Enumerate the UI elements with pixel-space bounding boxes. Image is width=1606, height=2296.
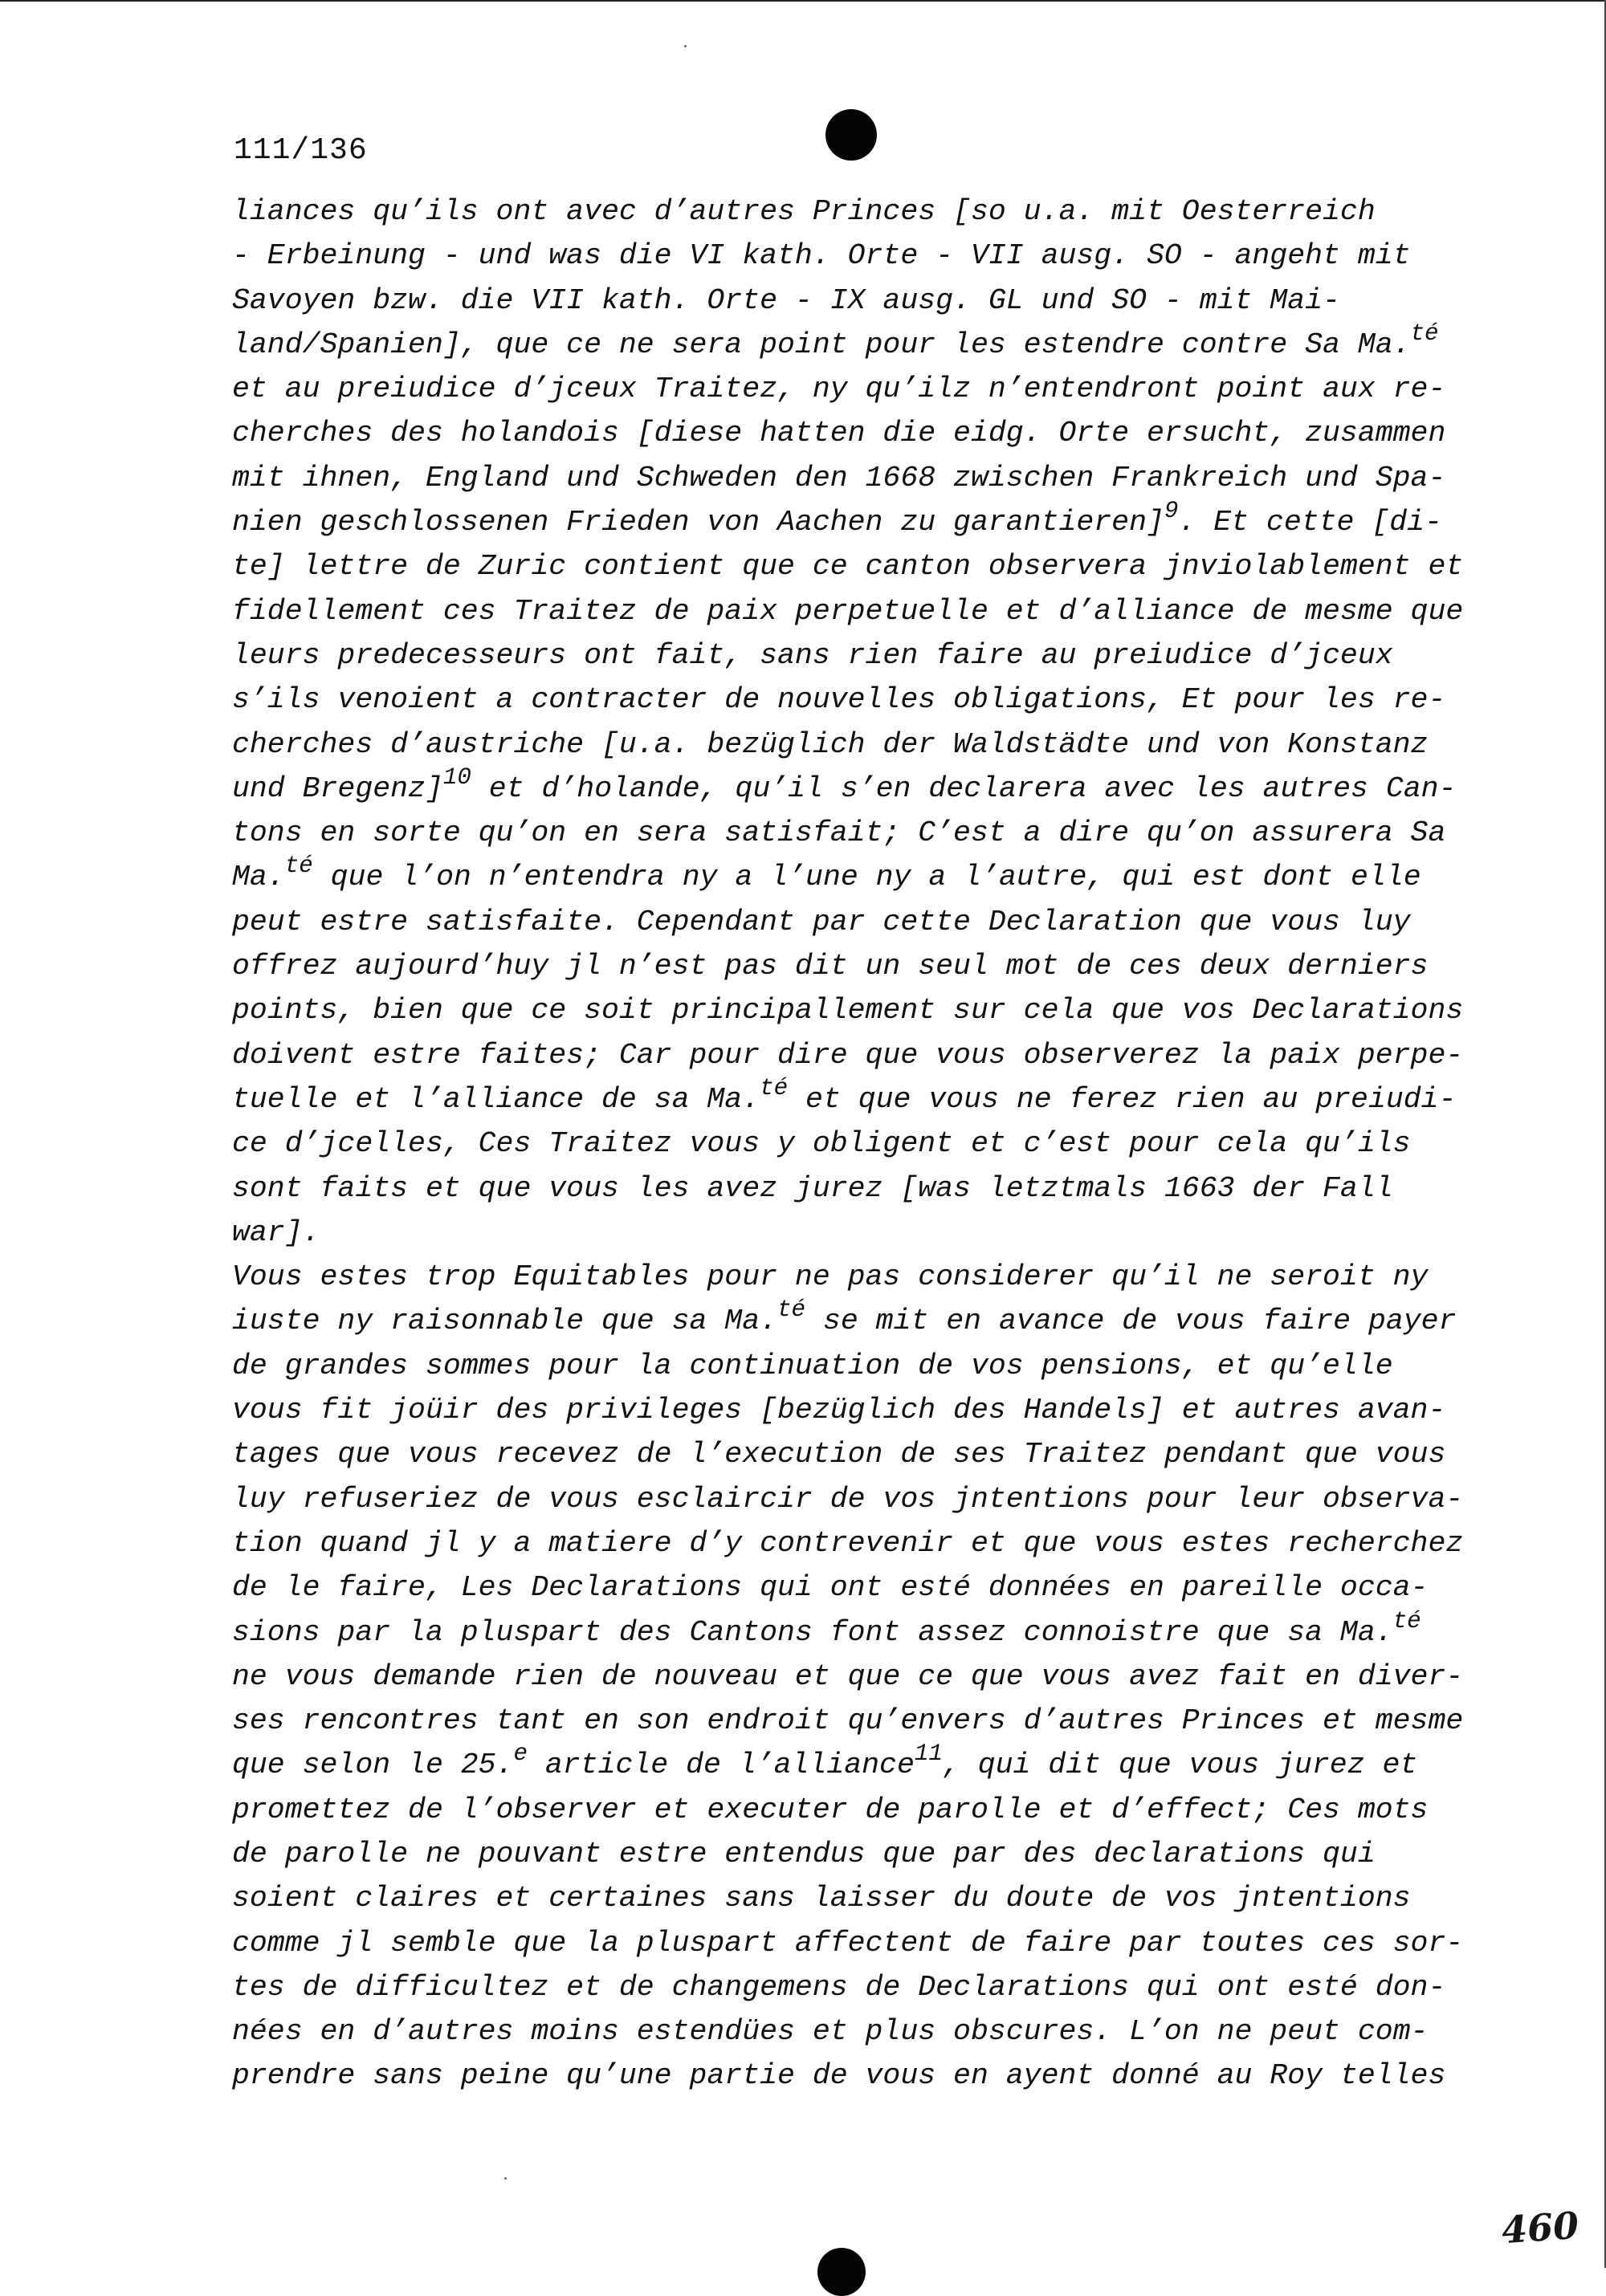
text-run: et au preiudice d’jceux Traitez, ny qu’ilz n’entendront point aux re- [232, 372, 1446, 406]
text-run: nien geschlossenen Frieden von Aachen zu garantieren] [232, 506, 1164, 539]
text-run: vous fit joüir des privileges [bezüglich des Handels] et autres avan- [232, 1394, 1446, 1427]
text-line [232, 367, 1477, 411]
punch-hole-icon [825, 109, 877, 161]
text-run: leurs predecesseurs ont fait, sans rien faire au preiudice d’jceux [232, 638, 1393, 672]
text-run: points, bien que ce soit principallement sur cela que vos Declarations [232, 994, 1464, 1028]
text-line [232, 1788, 1477, 1832]
text-run: de le faire, Les Declarations qui ont esté données en pareille occa- [232, 1571, 1429, 1605]
superscript: 10 [442, 763, 471, 791]
text-line [232, 1965, 1477, 2009]
text-run: promettez de l’observer et executer de parolle et d’effect; Ces mots [232, 1793, 1429, 1826]
text-run: und Bregenz] [232, 771, 443, 805]
text-line [232, 589, 1477, 633]
text-run: se mit en avance de vous faire payer [805, 1305, 1457, 1338]
text-run: iuste ny raisonnable que sa Ma. [232, 1305, 778, 1338]
text-line [232, 763, 1477, 811]
text-line [232, 1921, 1477, 1965]
text-run: , qui dit que vous jurez et [942, 1748, 1418, 1782]
text-run: comme jl semble que la pluspart affectent de faire par toutes ces sor- [232, 1926, 1464, 1960]
text-line [232, 855, 1477, 899]
text-run: tuelle et l’alliance de sa Ma. [232, 1082, 760, 1116]
text-line [232, 1655, 1477, 1699]
superscript: 9 [1164, 498, 1179, 525]
text-run: article de l’alliance [527, 1748, 915, 1782]
text-line [232, 1876, 1477, 1920]
text-run: Savoyen bzw. die VII kath. Orte - IX ausg. GL und SO - mit Mai- [232, 283, 1340, 317]
text-run: fidellement ces Traitez de paix perpetuelle et d’alliance de mesme que [232, 594, 1464, 628]
text-line [232, 1255, 1477, 1299]
text-line [232, 811, 1477, 855]
text-line [232, 1477, 1477, 1521]
scan-speck [504, 2177, 507, 2180]
text-run: - Erbeinung - und was die VI kath. Orte - VII ausg. SO - angeht mit [232, 239, 1411, 273]
text-line [232, 2009, 1477, 2054]
text-run: sont faits et que vous les avez jurez [was letztmals 1663 der Fall [232, 1171, 1393, 1205]
page-number: 111/136 [234, 133, 368, 168]
text-line [232, 1074, 1477, 1122]
text-line [232, 1699, 1477, 1743]
text-run: nées en d’autres moins estendües et plus obscures. L’on ne peut com- [232, 2015, 1429, 2049]
text-run: land/Spanien], que ce ne sera point pour les estendre contre Sa Ma. [232, 328, 1411, 361]
text-run: s’ils venoient a contracter de nouvelles obligations, Et pour les re- [232, 683, 1446, 717]
text-line [232, 1832, 1477, 1876]
text-line [232, 234, 1477, 278]
text-line [232, 2054, 1477, 2098]
text-line [232, 1521, 1477, 1565]
text-line [232, 1166, 1477, 1211]
text-line [232, 189, 1477, 234]
text-line [232, 411, 1477, 455]
text-run: ne vous demande rien de nouveau et que ce que vous avez fait en diver- [232, 1659, 1464, 1693]
superscript: té [760, 1074, 789, 1101]
superscript: té [284, 853, 313, 880]
text-run: cherches des holandois [diese hatten die eidg. Orte ersucht, zusammen [232, 417, 1446, 450]
handwritten-page-number: 460 [1500, 2203, 1580, 2253]
text-line [232, 900, 1477, 944]
text-line [232, 633, 1477, 678]
text-run: et d’holande, qu’il s’en declarera avec les autres Can- [471, 771, 1457, 805]
text-line [232, 1299, 1477, 1343]
text-line [232, 1211, 1477, 1255]
text-line [232, 1033, 1477, 1077]
superscript: 11 [914, 1740, 943, 1768]
text-run: liances qu’ils ont avec d’autres Princes [so u.a. mit Oesterreich [232, 195, 1376, 228]
text-run: Ma. [232, 861, 285, 894]
text-run: tion quand jl y a matiere d’y contrevenir et que vous estes recherchez [232, 1526, 1464, 1560]
body-text [232, 189, 1477, 2099]
text-run: que l’on n’entendra ny a l’une ny a l’autre, qui est dont elle [312, 861, 1421, 894]
punch-hole-icon [817, 2248, 866, 2296]
text-line [232, 320, 1477, 367]
text-line [232, 1388, 1477, 1432]
text-run: tages que vous recevez de l’execution de ses Traitez pendant que vous [232, 1438, 1446, 1472]
text-run: que selon le 25. [232, 1748, 514, 1782]
text-line [232, 456, 1477, 500]
text-line [232, 544, 1477, 588]
text-run: peut estre satisfaite. Cependant par cette Declaration que vous luy [232, 905, 1411, 938]
text-line [232, 944, 1477, 988]
text-run: luy refuseriez de vous esclaircir de vos jntentions pour leur observa- [232, 1482, 1464, 1516]
text-run: . Et cette [di- [1178, 506, 1442, 539]
text-line [232, 1607, 1477, 1655]
text-line [232, 723, 1477, 767]
text-line [232, 1740, 1477, 1787]
text-run: de parolle ne pouvant estre entendus que par des declarations qui [232, 1837, 1376, 1871]
text-run: ce d’jcelles, Ces Traitez vous y obligent et c’est pour cela qu’ils [232, 1127, 1411, 1161]
text-run: de grandes sommes pour la continuation de vos pensions, et qu’elle [232, 1349, 1393, 1382]
text-line [232, 1565, 1477, 1610]
text-run: ses rencontres tant en son endroit qu’envers d’autres Princes et mesme [232, 1704, 1464, 1738]
text-run: tes de difficultez et de changemens de Declarations qui ont esté don- [232, 1970, 1446, 2004]
text-run: offrez aujourd’huy jl n’est pas dit un seul mot de ces deux derniers [232, 950, 1429, 983]
text-run: soient claires et certaines sans laisser du doute de vos jntentions [232, 1882, 1411, 1915]
text-run: doivent estre faites; Car pour dire que vous observerez la paix perpe- [232, 1038, 1464, 1072]
text-line [232, 1344, 1477, 1388]
text-line [232, 500, 1477, 544]
text-line [232, 1122, 1477, 1166]
text-run: et que vous ne ferez rien au preiudi- [788, 1082, 1457, 1116]
text-run: war]. [232, 1215, 320, 1249]
text-run: cherches d’austriche [u.a. bezüglich der Waldstädte und von Konstanz [232, 727, 1429, 761]
superscript: e [513, 1740, 528, 1768]
scan-speck [684, 45, 687, 47]
superscript: té [1410, 320, 1439, 347]
text-line [232, 678, 1477, 722]
superscript: té [777, 1297, 806, 1324]
text-line [232, 1432, 1477, 1476]
text-line [232, 988, 1477, 1032]
superscript: té [1392, 1607, 1421, 1634]
text-run: prendre sans peine qu’une partie de vous en ayent donné au Roy telles [232, 2059, 1446, 2093]
text-line [232, 279, 1477, 323]
page-border-top [0, 0, 1606, 2]
text-run: tons en sorte qu’on en sera satisfait; C’est a dire qu’on assurera Sa [232, 816, 1446, 850]
text-run: te] lettre de Zuric contient que ce canton observera jnviolablement et [232, 550, 1464, 584]
text-run: sions par la pluspart des Cantons font assez connoistre que sa Ma. [232, 1615, 1393, 1649]
text-run: mit ihnen, England und Schweden den 1668 zwischen Frankreich und Spa- [232, 461, 1446, 495]
text-run: Vous estes trop Equitables pour ne pas considerer qu’il ne seroit ny [232, 1260, 1429, 1294]
